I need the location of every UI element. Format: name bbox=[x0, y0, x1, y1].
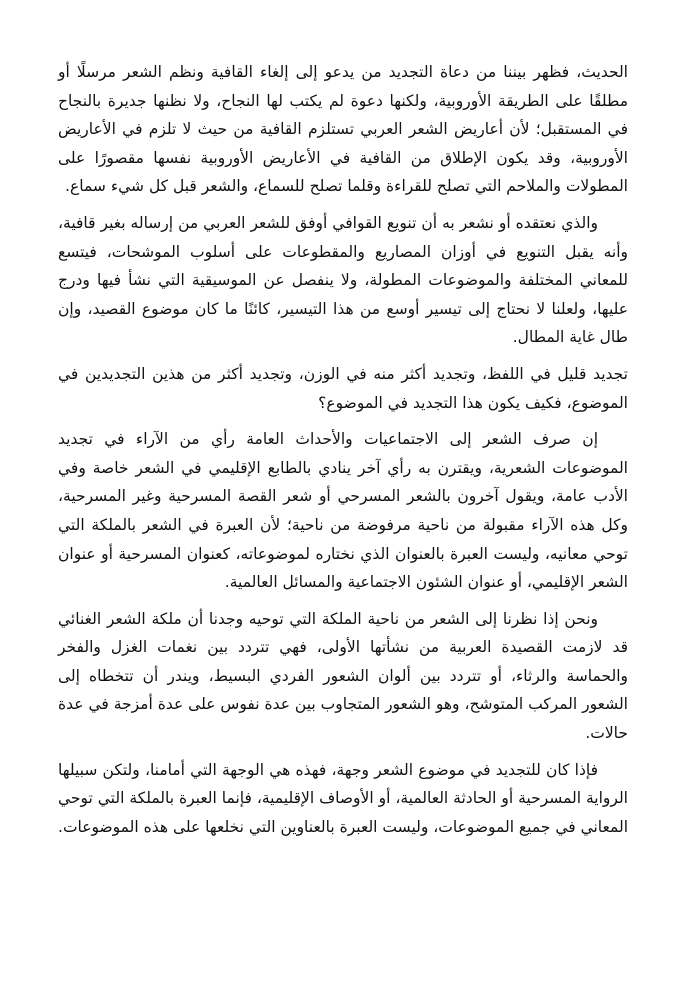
paragraph-3: تجديد قليل في اللفظ، وتجديد أكثر منه في الوزن، وتجديد أكثر من هذين التجديدين في الموضوع، فكيف يكون هذا التجديد في الموضوع؟ bbox=[58, 364, 628, 412]
document-page bbox=[58, 58, 628, 992]
paragraph-1: الحديث، فظهر بيننا من دعاة التجديد من يدعو إلى إلغاء القافية ونظم الشعر مرسلًا أو مطلقًا على الطريقة الأوروبية، ولكنها دعوة لم يكتب لها النجاح، ولا نظنها جديرة بالنجاح في المستقبل؛ لأن أعاريض الشعر العربي تستلزم القافية من حيث لا تلزم في الأعاريض الأوروبية، وقد يكون الإطلاق من القافية في الأعاريض الأوروبية نفسها مقصورًا على المطولات والملاحم التي تصلح للقراءة وقلما تصلح للسماع، والشعر قبل كل شيء سماع. bbox=[58, 63, 628, 196]
paragraph-5: ونحن إذا نظرنا إلى الشعر من ناحية الملكة التي توحيه وجدنا أن ملكة الشعر الغنائي قد لازمت القصيدة العربية من نشأتها الأولى، فهي تتردد بين نغمات الغزل والفخر والحماسة والرثاء، أو تتردد بين ألوان الشعور الفردي البسيط، ويندر أن تتخطاه إلى الشعور المركب المتوشح، وهو الشعور المتجاوب بين عدة نفوس على عدة أمزجة في عدة حالات. bbox=[58, 609, 628, 743]
paragraph-4: إن صرف الشعر إلى الاجتماعيات والأحداث العامة رأي من الآراء في تجديد الموضوعات الشعرية، ويقترن به رأي آخر ينادي بالطابع الإقليمي في الشعر خاصة وفي الأدب عامة، ويقول آخرون بالشعر المسرحي أو شعر القصة المسرحية وغير المسرحية، وكل هذه الآراء مقبولة من ناحية مرفوضة من ناحية؛ لأن العبرة في الشعر بالملكة التي توحي معانيه، وليست العبرة بالعنوان الذي نختاره لموضوعاته، كعنوان المسرحية أو عنوان الشعر الإقليمي، أو عنوان الشئون الاجتماعية والمسائل العالمية. bbox=[58, 430, 628, 592]
paragraph-6: فإذا كان للتجديد في موضوع الشعر وجهة، فهذه هي الوجهة التي أمامنا، ولتكن سبيلها الرواية المسرحية أو الحادثة العالمية، أو الأوصاف الإقليمية، فإنما العبرة بالملكة التي توحي المعاني في جميع الموضوعات، وليست العبرة بالعناوين التي نخلعها على هذه الموضوعات. bbox=[58, 760, 628, 836]
paragraph-2: والذي نعتقده أو نشعر به أن تنويع القوافي أوفق للشعر العربي من إرساله بغير قافية، وأنه يقبل التنويع في أوزان المصاريع والمقطوعات على أسلوب الموشحات، فيتسع للمعاني المختلفة والموضوعات المطولة، ولا ينفصل عن الموسيقية التي نشأ فيها ودرج عليها، ولعلنا لا نحتاج إلى تيسير أوسع من هذا التيسير، كائنًا ما كان موضوع القصيد، وإن طال غاية المطال. bbox=[58, 213, 628, 347]
